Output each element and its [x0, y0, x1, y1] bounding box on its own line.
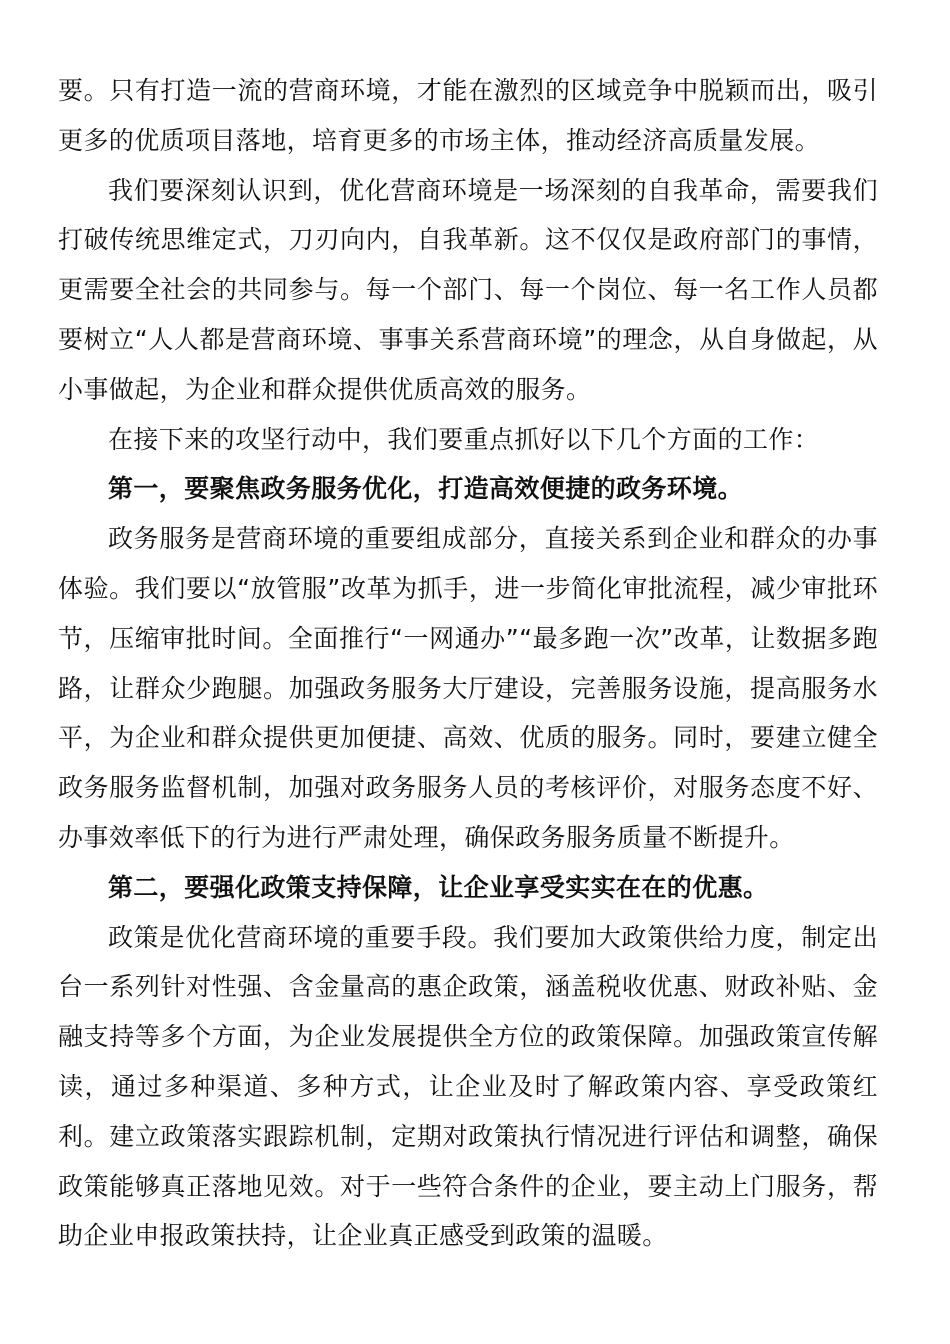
document-body [58, 66, 878, 1261]
paragraph-self-revolution: 我们要深刻认识到，优化营商环境是一场深刻的自我革命，需要我们打破传统思维定式，刀刃向内，自我革新。这不仅仅是政府部门的事情，更需要全社会的共同参与。每一个部门、每一个岗位、每一名工作人员都要树立“人人都是营商环境、事事关系营商环境”的理念，从自身做起，从小事做起，为企业和群众提供优质高效的服务。 [58, 175, 878, 404]
heading-second-point: 第二，要强化政策支持保障，让企业享受实实在在的优惠。 [108, 872, 769, 902]
paragraph-key-tasks-intro: 在接下来的攻坚行动中，我们要重点抓好以下几个方面的工作： [108, 424, 820, 454]
paragraph-policy-support: 政策是优化营商环境的重要手段。我们要加大政策供给力度，制定出台一系列针对性强、含金量高的惠企政策，涵盖税收优惠、财政补贴、金融支持等多个方面，为企业发展提供全方位的政策保障。加强政策宣传解读，通过多种渠道、多种方式，让企业及时了解政策内容、享受政策红利。建立政策落实跟踪机制，定期对政策执行情况进行评估和调整，确保政策能够真正落地见效。对于一些符合条件的企业，要主动上门服务，帮助企业申报政策扶持，让企业真正感受到政策的温暖。 [58, 922, 878, 1251]
paragraph-government-services: 政务服务是营商环境的重要组成部分，直接关系到企业和群众的办事体验。我们要以“放管服”改革为抓手，进一步简化审批流程，减少审批环节，压缩审批时间。全面推行“一网通办”“最多跑一次”改革，让数据多跑路，让群众少跑腿。加强政务服务大厅建设，完善服务设施，提高服务水平，为企业和群众提供更加便捷、高效、优质的服务。同时，要建立健全政务服务监督机制，加强对政务服务人员的考核评价，对服务态度不好、办事效率低下的行为进行严肃处理，确保政务服务质量不断提升。 [58, 524, 878, 852]
paragraph-continuation: 要。只有打造一流的营商环境，才能在激烈的区域竞争中脱颖而出，吸引更多的优质项目落地，培育更多的市场主体，推动经济高质量发展。 [58, 76, 878, 155]
heading-first-point: 第一，要聚焦政务服务优化，打造高效便捷的政务环境。 [108, 474, 744, 504]
